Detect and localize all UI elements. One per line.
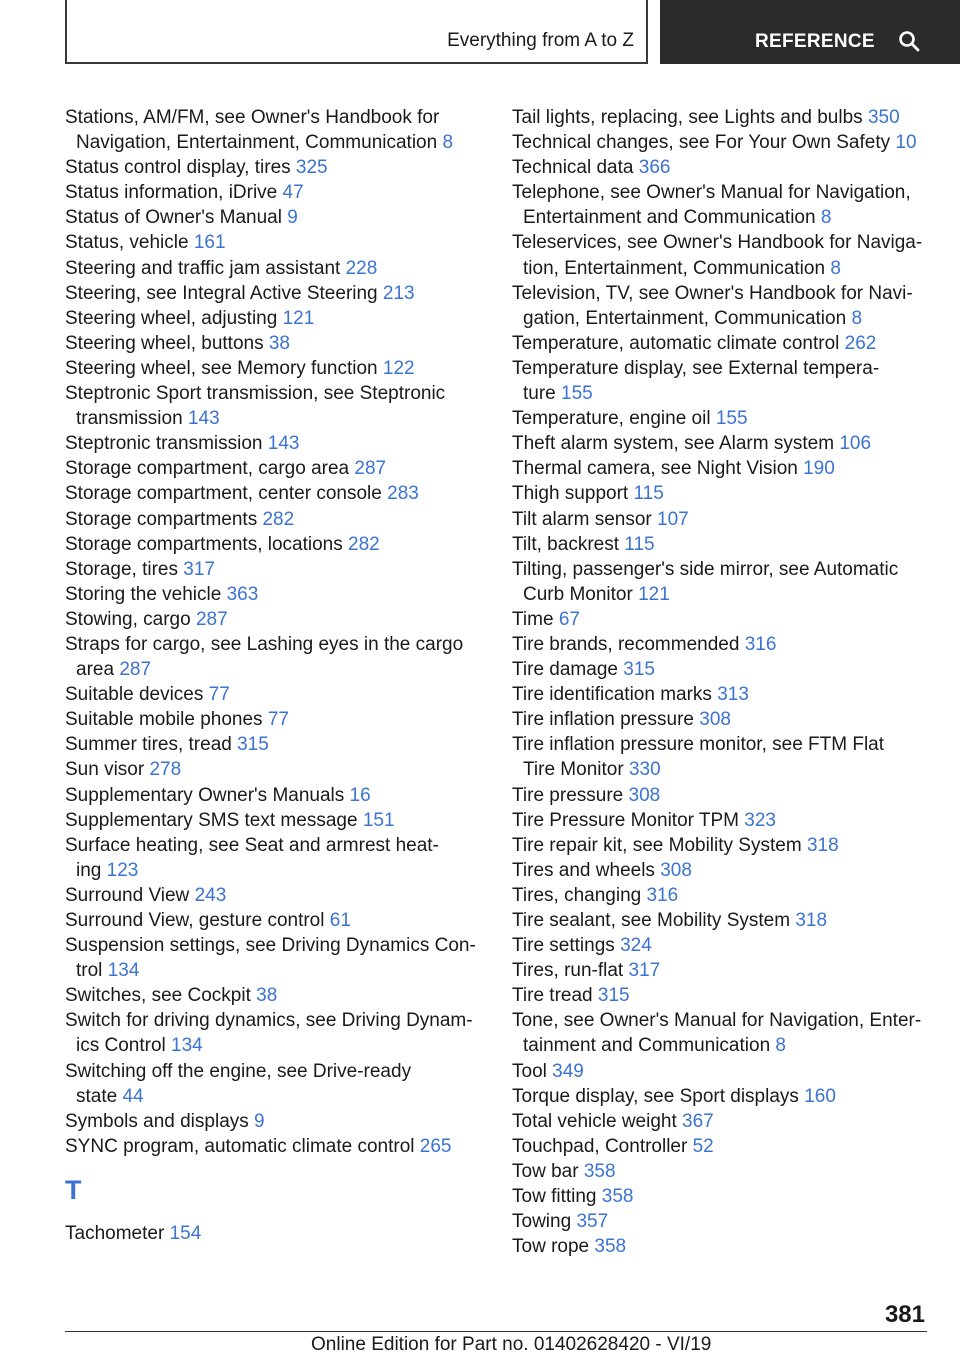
entry-term: Thigh support [512, 483, 629, 505]
page-link[interactable]: 143 [267, 433, 300, 455]
page-link[interactable]: 358 [594, 1236, 627, 1258]
page-link[interactable]: 8 [830, 257, 841, 279]
entry-term: Switching off the engine, see Drive-ready [65, 1060, 412, 1082]
left-entries [65, 105, 485, 1159]
header-section-box [65, 0, 648, 64]
index-entry [65, 632, 485, 682]
page-link[interactable]: 38 [268, 332, 290, 354]
entry-term: Steering and traffic jam assistant [65, 257, 341, 279]
index-entry [512, 1084, 932, 1109]
page-link[interactable]: 123 [106, 859, 139, 881]
entry-term: Tool [512, 1060, 547, 1082]
index-entry [65, 256, 485, 281]
entry-term: Tire pressure [512, 784, 624, 806]
page-link[interactable]: 315 [237, 734, 269, 756]
index-entry [65, 105, 485, 155]
left-entries-after [65, 1221, 485, 1246]
index-entry [65, 682, 485, 707]
page-number: 381 [884, 1301, 925, 1328]
page-link[interactable]: 308 [628, 784, 661, 806]
entry-term-continued: gation, Entertainment, Communication [523, 307, 847, 329]
index-entry [512, 481, 932, 506]
page-link[interactable]: 106 [839, 433, 872, 455]
entry-term: Tire brands, recommended [512, 633, 740, 655]
page-link[interactable]: 155 [715, 408, 748, 430]
entry-term: Suitable devices [65, 684, 204, 706]
index-entry [65, 507, 485, 532]
entry-term-continued: tainment and Communication [523, 1035, 771, 1057]
page-link[interactable]: 315 [597, 985, 630, 1007]
entry-term: Tilt, backrest [512, 533, 619, 555]
entry-term: Surface heating, see Seat and armrest heat- [65, 834, 439, 856]
page-link[interactable]: 308 [660, 859, 692, 881]
index-entry [65, 456, 485, 481]
entry-term: Surround View [65, 884, 190, 906]
page-link[interactable]: 324 [620, 935, 652, 957]
entry-term: Tachometer [65, 1222, 165, 1244]
page-link[interactable]: 315 [623, 659, 655, 681]
index-entry [512, 833, 932, 858]
page-link[interactable]: 8 [442, 132, 454, 154]
index-entry [65, 281, 485, 306]
entry-term: Time [512, 608, 554, 630]
entry-term: Tire repair kit, see Mobility System [512, 834, 802, 856]
page-link[interactable]: 47 [282, 182, 304, 204]
page-link[interactable]: 9 [287, 207, 298, 229]
entry-term: Tow rope [512, 1236, 590, 1258]
entry-term: Telephone, see Owner's Manual for Navigation, [512, 182, 911, 204]
entry-term: Steering wheel, adjusting [65, 307, 278, 329]
page-link[interactable]: 350 [867, 107, 900, 128]
entry-term: Tow fitting [512, 1186, 597, 1208]
index-entry [65, 331, 485, 356]
entry-term: Status control display, tires [65, 157, 291, 179]
page-link[interactable]: 9 [254, 1110, 265, 1132]
entry-term: Steering wheel, buttons [65, 332, 264, 354]
entry-term: Technical changes, see For Your Own Safety [512, 132, 891, 154]
index-entry [512, 883, 932, 908]
page-link[interactable]: 325 [295, 157, 328, 179]
page-link[interactable]: 121 [638, 583, 670, 605]
page-link[interactable]: 318 [806, 834, 839, 856]
index-entry [512, 707, 932, 732]
entry-term: Storage compartment, center console [65, 483, 382, 505]
index-entry [512, 858, 932, 883]
page-link[interactable]: 282 [262, 508, 295, 530]
index-entry [512, 281, 932, 331]
entry-term: Sun visor [65, 759, 145, 781]
index-entry [65, 557, 485, 582]
entry-term: Tone, see Owner's Manual for Navigation, Enter- [512, 1010, 922, 1032]
entry-term-continued: ture [523, 383, 556, 405]
entry-term: Stations, AM/FM, see Owner's Handbook for [65, 107, 440, 128]
page-link[interactable]: 228 [345, 257, 378, 279]
entry-term-continued: tion, Entertainment, Communication [523, 257, 826, 279]
index-entry [65, 1059, 485, 1109]
chapter-label[interactable]: REFERENCE [755, 31, 875, 52]
entry-term-continued: Navigation, Entertainment, Communication [76, 132, 438, 154]
index-entry [65, 306, 485, 331]
index-entry [512, 908, 932, 933]
index-entry [65, 757, 485, 782]
index-entry [512, 406, 932, 431]
index-entry [65, 431, 485, 456]
page-link[interactable]: 330 [628, 759, 661, 781]
section-title: Everything from A to Z [447, 30, 634, 51]
index-entry [512, 105, 932, 130]
entry-term-continued: Curb Monitor [523, 583, 633, 605]
entry-term: SYNC program, automatic climate control [65, 1135, 415, 1157]
index-entry [65, 833, 485, 883]
entry-term-continued: Tire Monitor [523, 759, 624, 781]
entry-term: Status of Owner's Manual [65, 207, 282, 229]
index-entry [65, 582, 485, 607]
entry-term: Tire tread [512, 985, 593, 1007]
index-entry [512, 783, 932, 808]
page-link[interactable]: 67 [558, 608, 580, 630]
entry-term: Touchpad, Controller [512, 1135, 688, 1157]
entry-term: Supplementary SMS text message [65, 809, 358, 831]
section-letter: T [65, 1174, 82, 1205]
index-entry [65, 607, 485, 632]
entry-term: Teleservices, see Owner's Handbook for Naviga- [512, 232, 923, 254]
entry-term: Switches, see Cockpit [65, 985, 251, 1007]
page-link[interactable]: 366 [638, 157, 671, 179]
index-entry [512, 1134, 932, 1159]
index-entry [512, 331, 932, 356]
entry-term: Tire inflation pressure monitor, see FTM Flat [512, 734, 885, 756]
page-link[interactable]: 121 [282, 307, 315, 329]
entry-term-continued: Entertainment and Communication [523, 207, 816, 229]
index-entry [512, 356, 932, 406]
index-entry [512, 1159, 932, 1184]
page-link[interactable]: 143 [187, 408, 220, 430]
index-entry [512, 632, 932, 657]
index-entry [65, 983, 485, 1008]
page-link[interactable]: 278 [149, 759, 182, 781]
entry-term: Steering wheel, see Memory function [65, 357, 378, 379]
index-entry [512, 557, 932, 607]
page-link[interactable]: 8 [820, 207, 832, 229]
index-entry [65, 883, 485, 908]
page-link[interactable]: 16 [349, 784, 371, 806]
page-link[interactable]: 357 [576, 1211, 609, 1233]
footer-divider [65, 1331, 927, 1332]
index-entry [512, 456, 932, 481]
page-link[interactable]: 317 [628, 960, 661, 982]
page-link[interactable]: 52 [692, 1135, 714, 1157]
index-entry [65, 532, 485, 557]
page-link[interactable]: 358 [583, 1160, 616, 1182]
index-entry [512, 682, 932, 707]
entry-term: Tire identification marks [512, 684, 712, 706]
index-entry [512, 657, 932, 682]
index-entry [512, 431, 932, 456]
page-link[interactable]: 115 [633, 483, 664, 505]
index-entry [512, 732, 932, 782]
index-entry [65, 732, 485, 757]
entry-term: Temperature, automatic climate control [512, 332, 840, 354]
index-entry [512, 230, 932, 280]
index-entry [65, 783, 485, 808]
page-link[interactable]: 287 [119, 659, 152, 681]
entry-term: Temperature, engine oil [512, 408, 711, 430]
entry-term: Status information, iDrive [65, 182, 278, 204]
page-link[interactable]: 316 [646, 884, 679, 906]
entry-term: Storage compartments, locations [65, 533, 343, 555]
entry-term: Suspension settings, see Driving Dynamics Con- [65, 935, 476, 957]
index-column-left [65, 105, 485, 1246]
entry-term: Status, vehicle [65, 232, 189, 254]
index-entry [512, 1109, 932, 1134]
page-link[interactable]: 317 [183, 558, 215, 580]
index-entry [512, 180, 932, 230]
entry-term: Tire Pressure Monitor TPM [512, 809, 739, 831]
page-link[interactable]: 154 [169, 1222, 202, 1244]
page-link[interactable]: 316 [744, 633, 777, 655]
entry-term: Summer tires, tread [65, 734, 232, 756]
entry-term: Suitable mobile phones [65, 709, 263, 731]
page-link[interactable]: 318 [795, 910, 828, 931]
page-link[interactable]: 8 [775, 1035, 786, 1057]
page-link[interactable]: 122 [382, 357, 415, 379]
entry-term: Tires and wheels [512, 859, 655, 881]
entry-term: Switch for driving dynamics, see Driving Dynam- [65, 1010, 473, 1032]
entry-term: Tow bar [512, 1160, 579, 1182]
page-link[interactable]: 8 [851, 307, 863, 329]
entry-term: Steptronic transmission [65, 433, 263, 455]
index-entry [512, 130, 932, 155]
page-link[interactable]: 38 [256, 985, 278, 1007]
index-entry [512, 507, 932, 532]
entry-term: Tire damage [512, 659, 618, 681]
entry-term: Television, TV, see Owner's Handbook for Navi- [512, 282, 913, 304]
header-chapter-box[interactable] [660, 0, 960, 64]
index-entry [512, 958, 932, 983]
index-entry [512, 808, 932, 833]
entry-term-continued: trol [76, 960, 103, 982]
entry-term: Torque display, see Sport displays [512, 1085, 799, 1107]
index-entry [512, 532, 932, 557]
entry-term-continued: area [76, 659, 115, 681]
index-entry [65, 1008, 485, 1058]
index-entry [65, 808, 485, 833]
page-link[interactable]: 10 [895, 132, 917, 154]
entry-term-continued: ics Control [76, 1035, 166, 1057]
index-entry [65, 180, 485, 205]
page-link[interactable]: 243 [194, 884, 227, 906]
index-entry [512, 1184, 932, 1209]
page-link[interactable]: 160 [804, 1085, 836, 1107]
index-entry [65, 1109, 485, 1134]
index-entry [512, 1234, 932, 1259]
page-link[interactable]: 77 [267, 709, 289, 731]
index-entry [65, 230, 485, 255]
page-link[interactable]: 151 [362, 809, 395, 831]
page-link[interactable]: 265 [419, 1135, 452, 1157]
index-entry [65, 908, 485, 933]
page-link[interactable]: 358 [601, 1186, 634, 1208]
entry-term: Symbols and displays [65, 1110, 249, 1132]
entry-term: Tire settings [512, 935, 615, 957]
page-link[interactable]: 77 [208, 684, 230, 706]
page-link[interactable]: 134 [107, 960, 140, 982]
entry-term: Storage compartments [65, 508, 258, 530]
edition-footer: Online Edition for Part no. 01402628420 - VI/19 [311, 1334, 712, 1355]
right-entries [512, 105, 932, 1259]
page-link[interactable]: 61 [329, 910, 351, 931]
entry-term-continued: ing [76, 859, 102, 881]
page-link[interactable]: 213 [382, 282, 415, 304]
index-entry [512, 607, 932, 632]
entry-term-continued: state [76, 1085, 118, 1107]
page-link[interactable]: 190 [803, 458, 835, 480]
page-link[interactable]: 323 [744, 809, 776, 831]
entry-term: Tire inflation pressure [512, 709, 694, 731]
page-link[interactable]: 44 [122, 1085, 144, 1107]
index-entry [65, 381, 485, 431]
search-icon[interactable] [897, 29, 921, 53]
page-link[interactable]: 282 [348, 533, 380, 555]
entry-term: Tilting, passenger's side mirror, see Automatic [512, 558, 899, 580]
entry-term: Theft alarm system, see Alarm system [512, 433, 835, 455]
page-link[interactable]: 262 [844, 332, 877, 354]
page-link[interactable]: 287 [195, 608, 228, 630]
entry-term: Storage, tires [65, 558, 178, 580]
index-entry [512, 933, 932, 958]
entry-term: Tires, run-flat [512, 960, 624, 982]
entry-term: Steering, see Integral Active Steering [65, 282, 378, 304]
index-entry [65, 481, 485, 506]
index-entry [512, 1209, 932, 1234]
index-entry [65, 1134, 485, 1159]
entry-term: Steptronic Sport transmission, see Steptronic [65, 383, 446, 405]
page-link[interactable]: 283 [387, 483, 419, 505]
index-entry [65, 155, 485, 180]
page-link[interactable]: 308 [699, 709, 731, 731]
page-link[interactable]: 287 [354, 458, 387, 480]
index-entry [512, 1059, 932, 1084]
entry-term: Total vehicle weight [512, 1110, 677, 1132]
index-column-right [512, 105, 932, 1259]
entry-term: Surround View, gesture control [65, 910, 325, 931]
page-link[interactable]: 367 [682, 1110, 714, 1132]
entry-term: Temperature display, see External tempera- [512, 357, 880, 379]
index-entry [65, 1221, 485, 1246]
entry-term: Storing the vehicle [65, 583, 222, 605]
entry-term-continued: transmission [76, 408, 183, 430]
page-link[interactable]: 313 [717, 684, 749, 706]
index-entry [65, 205, 485, 230]
index-entry [512, 1008, 932, 1058]
entry-term: Supplementary Owner's Manuals [65, 784, 345, 806]
index-entry [65, 933, 485, 983]
index-entry [65, 707, 485, 732]
page-link[interactable]: 134 [171, 1035, 203, 1057]
page-link[interactable]: 161 [193, 232, 226, 254]
index-entry [512, 983, 932, 1008]
page-link[interactable]: 155 [561, 383, 593, 405]
entry-term: Tail lights, replacing, see Lights and bulbs [512, 107, 863, 128]
entry-term: Storage compartment, cargo area [65, 458, 350, 480]
entry-term: Tires, changing [512, 884, 642, 906]
page-link[interactable]: 349 [552, 1060, 584, 1082]
page-link[interactable]: 107 [657, 508, 689, 530]
entry-term: Stowing, cargo [65, 608, 191, 630]
entry-term: Straps for cargo, see Lashing eyes in the cargo [65, 633, 464, 655]
entry-term: Tilt alarm sensor [512, 508, 652, 530]
entry-term: Towing [512, 1211, 572, 1233]
index-entry [512, 155, 932, 180]
entry-term: Tire sealant, see Mobility System [512, 910, 791, 931]
page-link[interactable]: 363 [226, 583, 259, 605]
entry-term: Technical data [512, 157, 634, 179]
page-link[interactable]: 115 [624, 533, 655, 555]
index-entry [65, 356, 485, 381]
entry-term: Thermal camera, see Night Vision [512, 458, 798, 480]
